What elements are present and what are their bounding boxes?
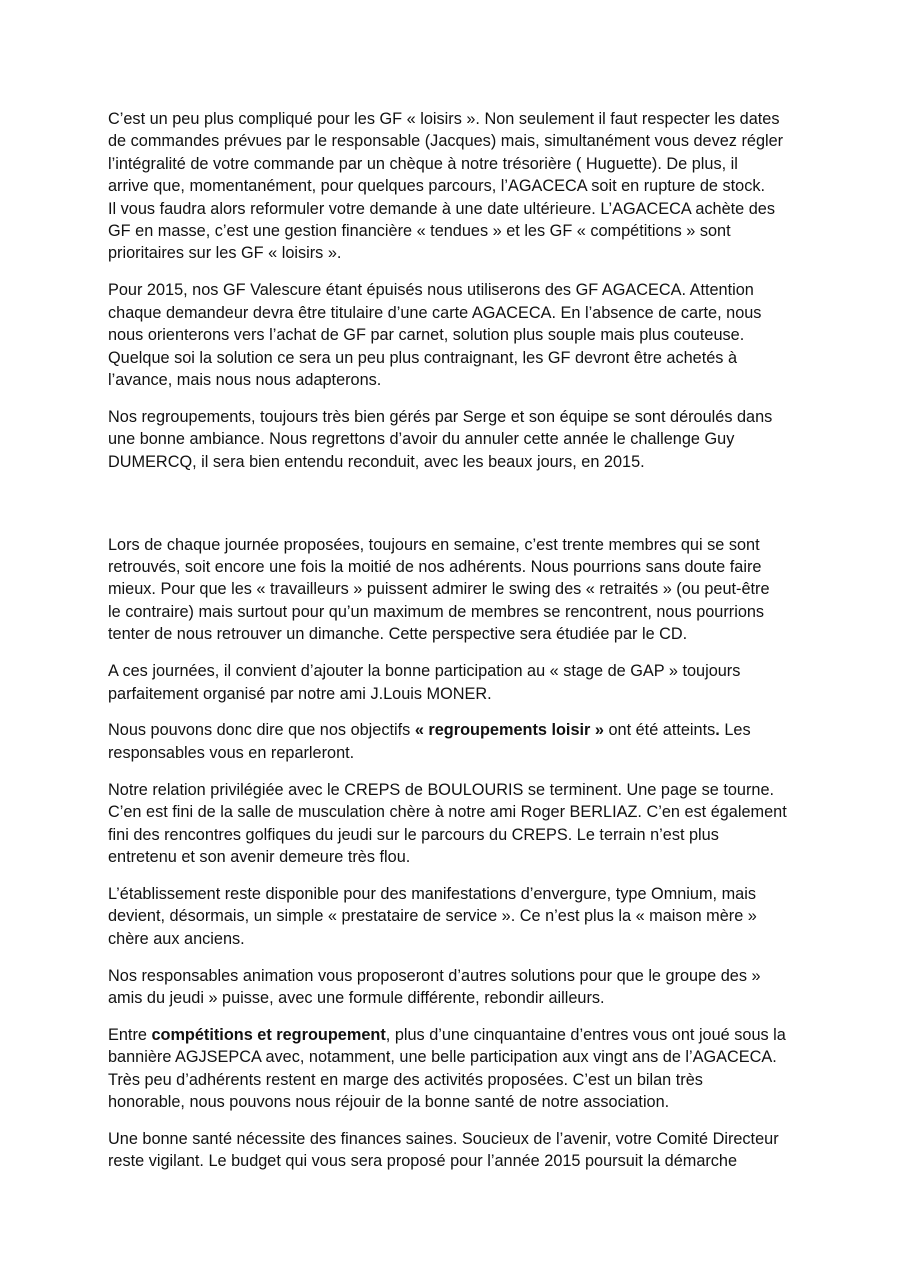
paragraph-objectifs <box>108 719 815 764</box>
objectifs-rest: Les responsables vous en reparleront. <box>108 721 751 762</box>
paragraph-finances: Une bonne santé nécessite des finances saines. Soucieux de l’avenir, votre Comité Directeur reste vigilant. Le budget qui vous sera proposé pour l’année 2015 poursuit la démarche <box>108 1130 779 1171</box>
paragraph-gf-2015: Pour 2015, nos GF Valescure étant épuisés nous utiliserons des GF AGACECA. Attention chaque demandeur devra être titulaire d’une carte AGACECA. En l’absence de carte, nous nous orienterons vers l’achat de GF par carnet, solution plus souple mais plus couteuse. Quelque soi la solution ce sera un peu plus contraignant, les GF devront être achetés à l’avance, mais nous nous adapterons. <box>108 281 762 389</box>
paragraph-etablissement: L’établissement reste disponible pour des manifestations d’envergure, type Omnium, mais devient, désormais, un simple « prestataire de service ». Ce n’est plus la « maison mère » chère aux anciens. <box>108 884 757 948</box>
entre-bold: compétitions et regroupement <box>151 1025 386 1044</box>
paragraph-amis-du-jeudi: Nos responsables animation vous proposeront d’autres solutions pour que le groupe des » amis du jeudi » puisse, avec une formule différente, rebondir ailleurs. <box>108 966 761 1007</box>
entre-rest: , plus d’une cinquantaine d’entres vous ont joué sous la bannière AGJSEPCA avec, notamment, une belle participation aux vingt ans de l’AGACECA. Très peu d’adhérents restent en marge des activités proposées. C’est un bilan très honorable, nous pouvons nous réjouir de la bonne santé de notre association. <box>108 1025 786 1112</box>
paragraph-gf-loisirs: C’est un peu plus compliqué pour les GF « loisirs ». Non seulement il faut respecter les dates de commandes prévues par le responsable (Jacques) mais, simultanément vous devez régler l’intégralité de votre commande par un chèque à notre trésorière ( Huguette). De plus, il arrive que, momentanément, pour quelques parcours, l’AGACECA soit en rupture de stock. Il vous faudra alors reformuler votre demande à une date ultérieure. L’AGACECA achète des GF en masse, c’est une gestion financière « tendues » et les GF « compétitions » sont prioritaires sur les GF « loisirs ». <box>108 110 784 263</box>
objectifs-after: ont été atteints <box>603 721 716 740</box>
objectifs-period: . <box>715 721 720 740</box>
objectifs-bold: « regroupements loisir » <box>414 721 604 740</box>
paragraph-regroupements: Nos regroupements, toujours très bien gérés par Serge et son équipe se sont déroulés dans une bonne ambiance. Nous regrettons d’avoir du annuler cette année le challenge Guy DUMERCQ, il sera bien entendu reconduit, avec les beaux jours, en 2015. <box>108 407 773 471</box>
entre-intro: Entre <box>108 1025 152 1044</box>
paragraph-competitions <box>108 1024 815 1114</box>
section-gap <box>108 488 815 534</box>
paragraph-stage-gap: A ces journées, il convient d’ajouter la bonne participation au « stage de GAP » toujours parfaitement organisé par notre ami J.Louis MONER. <box>108 662 741 703</box>
paragraph-creps: Notre relation privilégiée avec le CREPS de BOULOURIS se terminent. Une page se tourne. C’en est fini de la salle de musculation chère à notre ami Roger BERLIAZ. C’en est également fini des rencontres golfiques du jeudi sur le parcours du CREPS. Le terrain n’est plus entretenu et son avenir demeure très flou. <box>108 780 787 866</box>
paragraph-journees: Lors de chaque journée proposées, toujours en semaine, c’est trente membres qui se sont retrouvés, soit encore une fois la moitié de nos adhérents. Nous pourrions sans doute faire mieux. Pour que les « travailleurs » puissent admirer le swing des « retraités » (ou peut-être le contraire) mais surtout pour qu’un maximum de membres se rencontrent, nous pourrions tenter de nous retrouver un dimanche. Cette perspective sera étudiée par le CD. <box>108 535 770 644</box>
objectifs-intro: Nous pouvons donc dire que nos objectifs <box>108 721 415 740</box>
